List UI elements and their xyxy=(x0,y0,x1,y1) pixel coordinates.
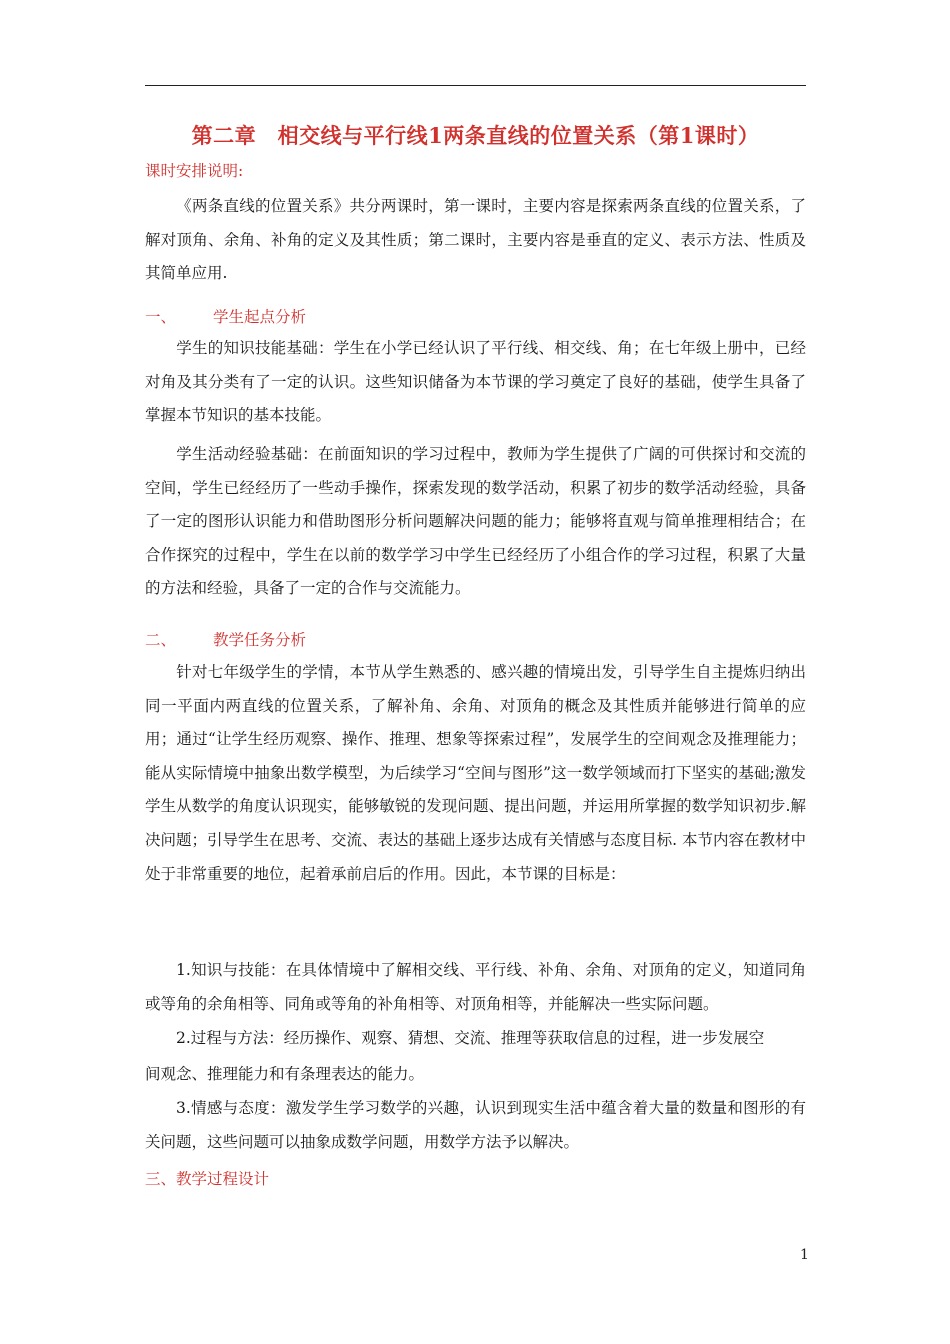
paragraph-text: 学生的知识技能基础：学生在小学已经认识了平行线、相交线、角；在七年级上册中，已经对角及其分类有了一定的认识。这些知识储备为本节课的学习奠定了良好的基础，使学生具备了掌握本节知识的基本技能。 xyxy=(145,339,806,425)
goal-process-method-line2: 间观念、推理能力和有条理表达的能力。 xyxy=(145,1065,425,1083)
schedule-text: 《两条直线的位置关系》共分两课时，第一课时，主要内容是探索两条直线的位置关系，了解对顶角、余角、补角的定义及其性质；第二课时，主要内容是垂直的定义、表示方法、性质及其简单应用. xyxy=(145,197,806,283)
section-title: 学生起点分析 xyxy=(213,308,307,326)
goal-knowledge-skills xyxy=(145,954,806,1021)
paragraph-text: 针对七年级学生的学情，本节从学生熟悉的、感兴趣的情境出发，引导学生自主提炼归纳出同一平面内两直线的位置关系，了解补角、余角、对顶角的概念及其性质并能够进行简单的应用；通过“让学生经历观察、操作、推理、想象等探索过程”，发展学生的空间观念及推理能力；能从实际情境中抽象出数学模型，为后续学习“空间与图形”这一数学领域而打下坚实的基础;激发学生从数学的角度认识现实，能够敏锐的发现问题、提出问题，并运用所掌握的数学知识初步.解决问题；引导学生在思考、交流、表达的基础上逐步达成有关情感与态度目标. 本节内容在教材中处于非常重要的地位，起着承前启后的作用。因此，本节课的目标是： xyxy=(145,663,806,883)
schedule-paragraph xyxy=(145,190,806,291)
goal-text: 2.过程与方法：经历操作、观察、猜想、交流、推理等获取信息的过程，进一步发展空 xyxy=(176,1029,765,1047)
section-heading-3: 三、教学过程设计 xyxy=(145,1170,270,1188)
section-number: 二、 xyxy=(145,631,177,649)
paragraph-experience-base xyxy=(145,438,806,606)
schedule-label: 课时安排说明: xyxy=(145,162,244,180)
paragraph-knowledge-base xyxy=(145,332,806,433)
paragraph-task-analysis xyxy=(145,656,806,891)
section-heading-1 xyxy=(145,305,306,327)
page-title: 第二章 相交线与平行线1两条直线的位置关系（第1课时） xyxy=(191,123,760,148)
paragraph-text: 学生活动经验基础：在前面知识的学习过程中，教师为学生提供了广阔的可供探讨和交流的空间，学生已经经历了一些动手操作，探索发现的数学活动，积累了初步的数学活动经验，具备了一定的图形认识能力和借助图形分析问题解决问题的能力；能够将直观与简单推理相结合；在合作探究的过程中，学生在以前的数学学习中学生已经经历了小组合作的学习过程，积累了大量的方法和经验，具备了一定的合作与交流能力。 xyxy=(145,445,806,598)
goal-text: 3.情感与态度：激发学生学习数学的兴趣，认识到现实生活中蕴含着大量的数量和图形的有关问题，这些问题可以抽象成数学问题，用数学方法予以解决。 xyxy=(145,1099,806,1151)
goal-process-method-line1 xyxy=(145,1027,806,1049)
goal-emotion-attitude xyxy=(145,1092,806,1159)
page-number: 1 xyxy=(800,1247,809,1263)
goal-text: 1.知识与技能：在具体情境中了解相交线、平行线、补角、余角、对顶角的定义，知道同角或等角的余角相等、同角或等角的补角相等、对顶角相等，并能解决一些实际问题。 xyxy=(145,961,806,1013)
section-title: 教学任务分析 xyxy=(213,631,307,649)
section-heading-2 xyxy=(145,628,306,650)
section-number: 一、 xyxy=(145,308,177,326)
header-rule xyxy=(145,85,806,86)
